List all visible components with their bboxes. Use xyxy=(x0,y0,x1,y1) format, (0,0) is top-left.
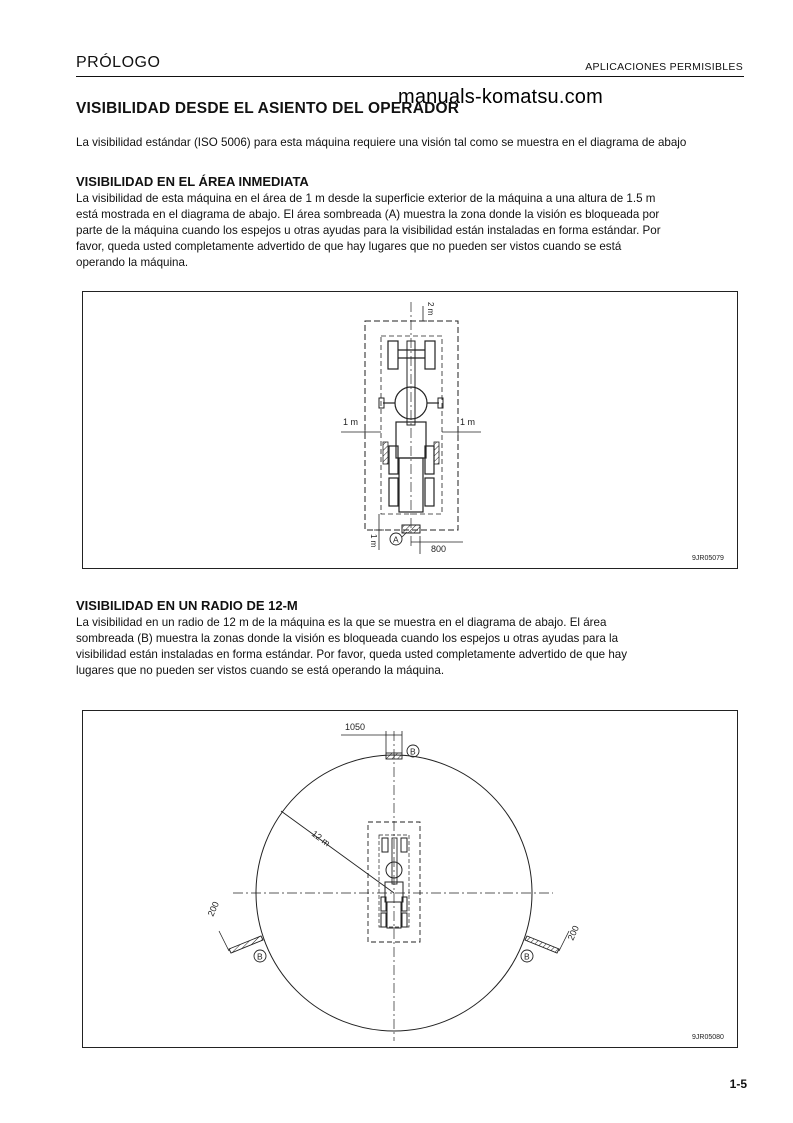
rear-wheel xyxy=(425,478,434,506)
intro-paragraph: La visibilidad estándar (ISO 5006) para esta máquina requiere una visión tal como se muestra en el diagrama de abajo xyxy=(76,136,687,149)
section2-paragraph xyxy=(76,615,744,679)
header-divider xyxy=(76,76,744,77)
radius-line xyxy=(281,811,394,893)
figure1-code: 9JR05079 xyxy=(692,555,724,562)
section2-heading: VISIBILIDAD EN UN RADIO DE 12-M xyxy=(76,598,298,613)
blind-zone-a xyxy=(402,525,420,533)
figure2-drawing xyxy=(83,711,737,1047)
page-number: 1-5 xyxy=(729,1077,747,1091)
watermark: manuals-komatsu.com xyxy=(398,86,603,108)
blind-zone-side xyxy=(383,442,388,464)
section1-line: favor, queda usted completamente advertido de que hay lugares que no pueden ser vistos cuando se está xyxy=(76,240,622,253)
marker-b-top-label: B xyxy=(410,746,416,757)
section1-line: operando la máquina. xyxy=(76,256,189,269)
dim-right-label: 200 xyxy=(565,924,581,942)
section2-line: sombreada (B) muestra la zonas donde la visión es bloqueada cuando los espejos u otras ayudas para la xyxy=(76,632,619,645)
front-wheel-right xyxy=(425,341,435,369)
radius-label: 12 m xyxy=(309,828,332,849)
figure-immediate-area xyxy=(82,291,738,569)
rear-wheel xyxy=(389,478,398,506)
section2-line: lugares que no pueden ser vistos cuando se está operando la máquina. xyxy=(76,664,445,677)
header-topic: APLICACIONES PERMISIBLES xyxy=(585,61,743,73)
dim-right-label: 1 m xyxy=(460,417,476,427)
dim-left-label: 1 m xyxy=(343,417,359,427)
rear-wheel xyxy=(389,446,398,474)
blind-zone-b-top xyxy=(386,753,402,759)
figure1-drawing xyxy=(83,292,737,568)
section1-line: está mostrada en el diagrama de abajo. El área sombreada (A) muestra la zona donde la visión es bloqueada por xyxy=(76,208,660,221)
dim-top-label: 2 m xyxy=(426,302,435,316)
marker-a-label: A xyxy=(393,534,399,545)
marker-b-right-label: B xyxy=(524,951,530,962)
dim-width-label: 800 xyxy=(431,544,447,554)
section2-line: La visibilidad en un radio de 12 m de la máquina es la que se muestra en el diagrama de abajo. El área xyxy=(76,616,607,629)
marker-b-left-label: B xyxy=(257,951,263,962)
header-section: PRÓLOGO xyxy=(76,54,161,71)
section1-paragraph xyxy=(76,191,744,271)
dim-bottom-label: 1 m xyxy=(369,534,378,548)
dim-left-label: 200 xyxy=(205,900,221,918)
front-wheel-left xyxy=(388,341,398,369)
section1-line: parte de la máquina cuando los espejos u otras ayudas para la visibilidad están instaladas en forma estándar. Por xyxy=(76,224,661,237)
main-frame xyxy=(392,838,397,884)
section1-line: La visibilidad de esta máquina en el área de 1 m desde la superficie exterior de la máquina a una altura de 1.5 m xyxy=(76,192,656,205)
dim-top-label: 1050 xyxy=(345,722,366,732)
blind-zone-side xyxy=(434,442,439,464)
figure2-code: 9JR05080 xyxy=(692,1034,724,1041)
page-title: VISIBILIDAD DESDE EL ASIENTO DEL OPERADOR xyxy=(76,100,460,117)
figure-12m-radius xyxy=(82,710,738,1048)
section1-heading: VISIBILIDAD EN EL ÁREA INMEDIATA xyxy=(76,174,309,189)
section2-line: visibilidad están instaladas en forma estándar. Por favor, queda usted completamente advertido de que hay xyxy=(76,648,628,661)
